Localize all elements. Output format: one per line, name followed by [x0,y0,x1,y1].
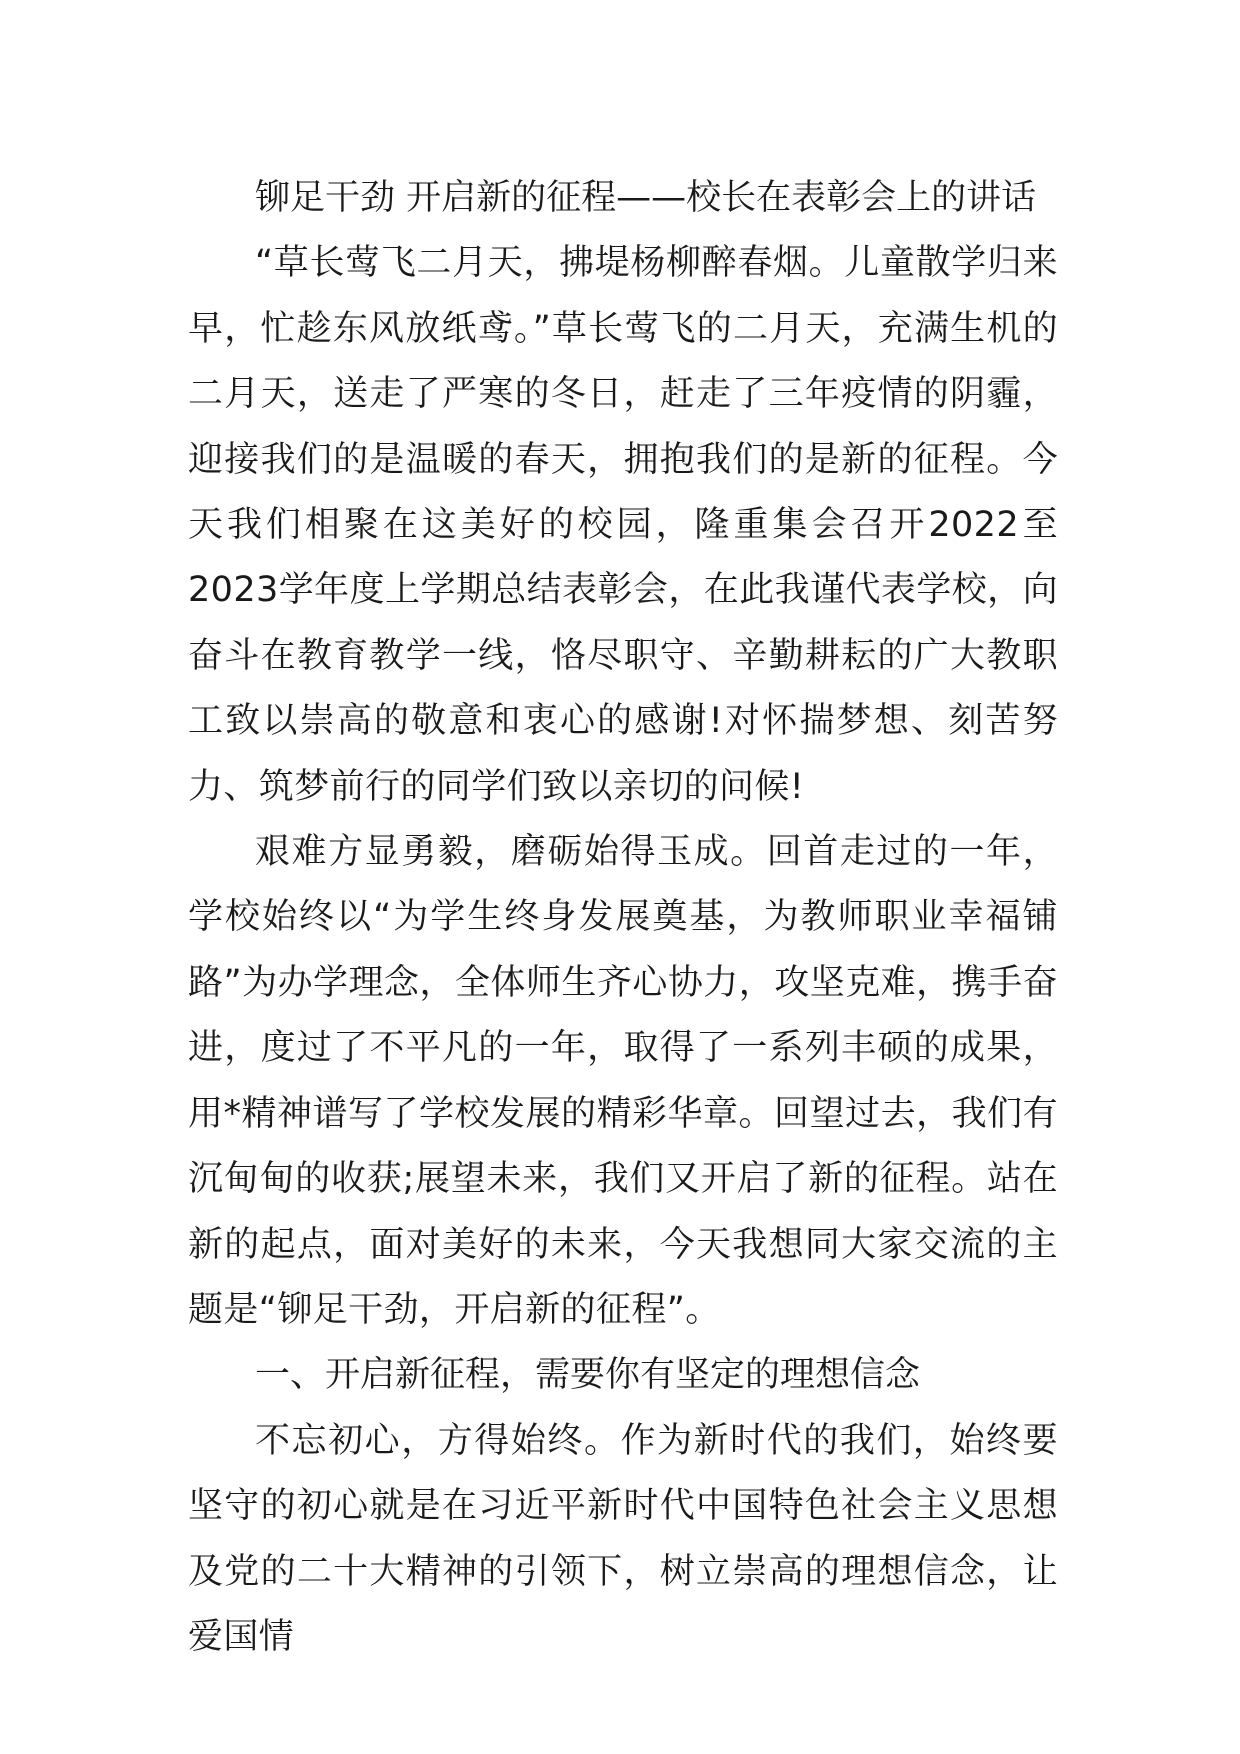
section-heading: 一、开启新征程，需要你有坚定的理想信念 [255,1355,921,1396]
section-paragraph: 不忘初心，方得始终。作为新时代的我们，始终要坚守的初心就是在习近平新时代中国特色社会主义思想及党的二十大精神的引领下，树立崇高的理想信念，让爱国情 [188,1420,1058,1657]
paragraph-review: 艰难方显勇毅，磨砺始得玉成。回首走过的一年，学校始终以“为学生终身发展奠基，为教师职业幸福铺路”为办学理念，全体师生齐心协力，攻坚克难，携手奋进，度过了不平凡的一年，取得了一系列丰硕的成果，用*精神谱写了学校发展的精彩华章。回望过去，我们有沉甸甸的收获;展望未来，我们又开启了新的征程。站在新的起点，面对美好的未来，今天我想同大家交流的主题是“铆足干劲，开启新的征程”。 [188,832,1058,1330]
paragraph-opening: “草长莺飞二月天，拂堤杨柳醉春烟。儿童散学归来早，忙趁东风放纸鸢。”草长莺飞的二月天，充满生机的二月天，送走了严寒的冬日，赶走了三年疫情的阴霾，迎接我们的是温暖的春天，拥抱我们的是新的征程。今天我们相聚在这美好的校园，隆重集会召开2022至2023学年度上学期总结表彰会，在此我谨代表学校，向奋斗在教育教学一线，恪尽职守、辛勤耕耘的广大教职工致以崇高的敬意和衷心的感谢!对怀揣梦想、刻苦努力、筑梦前行的同学们致以亲切的问候! [188,243,1058,807]
document-title: 铆足干劲 开启新的征程——校长在表彰会上的讲话 [255,178,1037,218]
document-body [188,166,1058,1670]
